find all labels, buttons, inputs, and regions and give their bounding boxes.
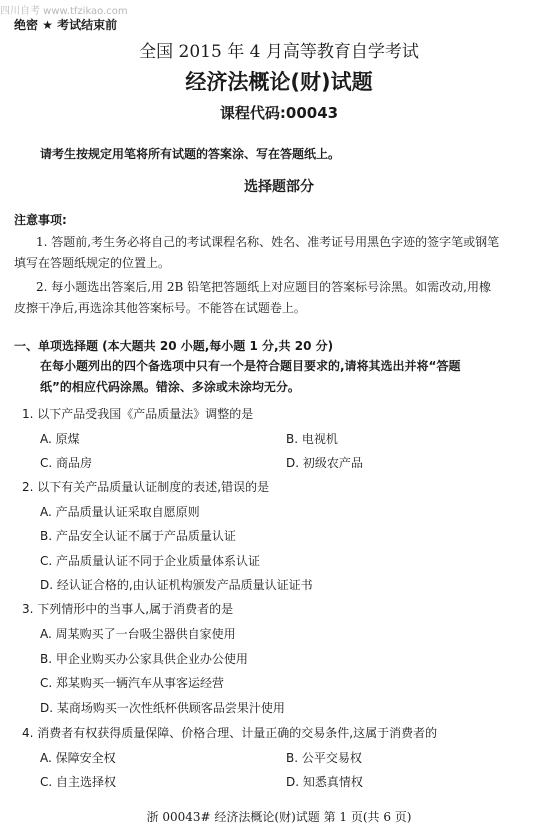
question-option: A. 周某购买了一台吸尘器供自家使用	[40, 627, 236, 641]
question-option: D. 初级农产品	[286, 456, 363, 470]
course-code: 课程代码:00043	[219, 104, 339, 122]
question-option: A. 原煤	[40, 432, 80, 446]
secret-label: 绝密 ★ 考试结束前	[14, 18, 118, 32]
question-stem: 1. 以下产品受我国《产品质量法》调整的是	[22, 407, 254, 421]
notice-heading: 注意事项:	[14, 213, 67, 227]
watermark: 四川自考 www.tfzikao.com	[0, 6, 128, 17]
notice-item1-line1: 1. 答题前,考生务必将自己的考试课程名称、姓名、准考证号用黑色字迹的签字笔或钢笔	[36, 235, 500, 249]
section-heading: 一、单项选择题 (本大题共 20 小题,每小题 1 分,共 20 分)	[14, 339, 334, 353]
notice-item1-line2: 填写在答题纸规定的位置上。	[14, 256, 171, 270]
question-option: B. 电视机	[286, 432, 338, 446]
question-option: C. 产品质量认证不同于企业质量体系认证	[40, 554, 261, 568]
question-option: A. 产品质量认证采取自愿原则	[40, 505, 200, 519]
instruction: 请考生按规定用笔将所有试题的答案涂、写在答题纸上。	[40, 147, 341, 161]
question-option: B. 产品安全认证不属于产品质量认证	[40, 529, 236, 543]
question-stem: 2. 以下有关产品质量认证制度的表述,错误的是	[22, 480, 270, 494]
question-stem: 3. 下列情形中的当事人,属于消费者的是	[22, 602, 234, 616]
notice-item2-line2: 皮擦干净后,再选涂其他答案标号。不能答在试题卷上。	[14, 301, 306, 315]
question-option: B. 公平交易权	[286, 751, 362, 765]
exam-title: 全国 2015 年 4 月高等教育自学考试	[139, 42, 419, 62]
question-option: C. 自主选择权	[40, 775, 117, 789]
question-option: C. 郑某购买一辆汽车从事客运经营	[40, 676, 225, 690]
question-option: C. 商品房	[40, 456, 93, 470]
part-title: 选择题部分	[244, 179, 314, 195]
notice-item2-line1: 2. 每小题选出答案后,用 2B 铅笔把答题纸上对应题目的答案标号涂黑。如需改动,用橡	[36, 280, 491, 294]
question-option: D. 知悉真情权	[286, 775, 363, 789]
page-footer: 浙 00043# 经济法概论(财)试题 第 1 页(共 6 页)	[146, 810, 412, 824]
question-option: D. 某商场购买一次性纸杯供顾客品尝果汁使用	[40, 701, 285, 715]
question-option: D. 经认证合格的,由认证机构颁发产品质量认证证书	[40, 578, 313, 592]
paper-title: 经济法概论(财)试题	[185, 70, 373, 94]
section-desc-line2: 纸”的相应代码涂黑。错涂、多涂或未涂均无分。	[40, 380, 300, 394]
question-option: A. 保障安全权	[40, 751, 116, 765]
question-stem: 4. 消费者有权获得质量保障、价格合理、计量正确的交易条件,这属于消费者的	[22, 726, 438, 740]
question-option: B. 甲企业购买办公家具供企业办公使用	[40, 652, 248, 666]
section-desc-line1: 在每小题列出的四个备选项中只有一个是符合题目要求的,请将其选出并将“答题	[40, 359, 461, 373]
